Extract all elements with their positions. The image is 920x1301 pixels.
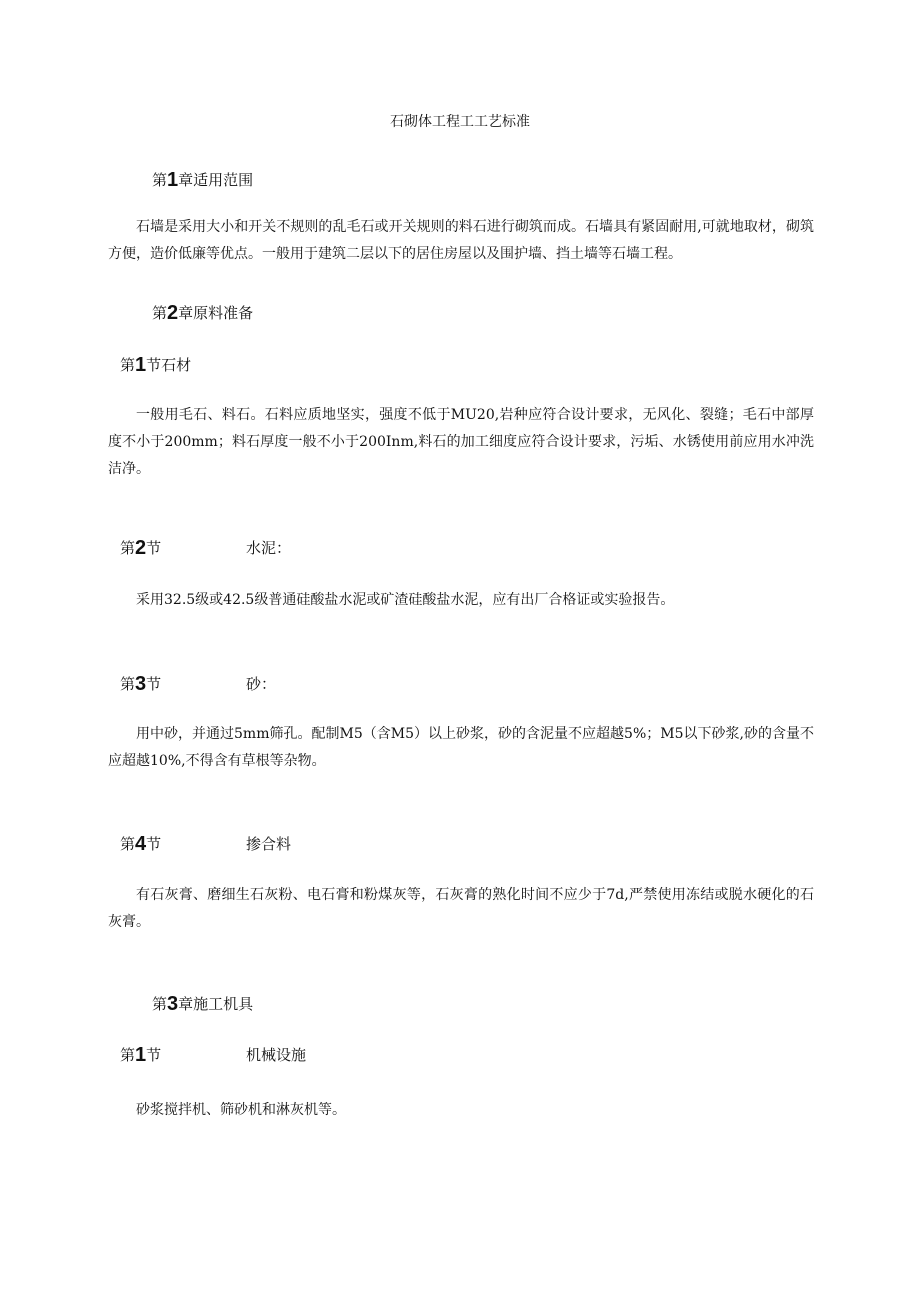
chapter-1-paragraph: 石墙是采用大小和开关不规则的乱毛石或开关规则的料石进行砌筑而成。石墙具有紧固耐用,可就地取材，砌筑方便，造价低廉等优点。一般用于建筑二层以下的居住房屋以及围护墙、挡土墙等石墙工程。 bbox=[108, 219, 814, 262]
chapter-3-section-1-heading bbox=[120, 1044, 307, 1066]
chapter-2-section-3-paragraph: 用中砂，并通过5mm筛孔。配制M5（含M5）以上砂浆，砂的含泥量不应超越5%；M5以下砂浆,砂的含量不应超越10%,不得含有草根等杂物。 bbox=[108, 726, 814, 769]
chapter-number: 2 bbox=[167, 302, 179, 324]
section-label: 节 bbox=[146, 539, 162, 557]
section-prefix: 第 bbox=[120, 1046, 136, 1064]
section-title: 砂： bbox=[246, 675, 277, 693]
section-prefix: 第 bbox=[120, 539, 136, 557]
section-number: 1 bbox=[135, 354, 147, 376]
section-label: 节 bbox=[146, 835, 162, 853]
chapter-2-section-1-paragraph: 一般用毛石、料石。石料应质地坚实，强度不低于MU20,岩种应符合设计要求，无风化、裂缝；毛石中部厚度不小于200mm；料石厚度一般不小于200Inm,料石的加工细度应符合设计要求，污垢、水锈使用前应用水冲洗洁净。 bbox=[108, 407, 814, 477]
section-title: 水泥： bbox=[246, 539, 292, 557]
section-number: 4 bbox=[135, 833, 147, 855]
chapter-2-section-1-heading bbox=[120, 355, 191, 375]
chapter-prefix: 第 bbox=[152, 304, 168, 322]
section-number: 1 bbox=[135, 1044, 147, 1066]
chapter-1-heading bbox=[152, 170, 253, 190]
section-label: 节石材 bbox=[146, 356, 192, 374]
chapter-prefix: 第 bbox=[152, 995, 168, 1013]
chapter-2-section-4-paragraph: 有石灰膏、磨细生石灰粉、电石膏和粉煤灰等，石灰膏的熟化时间不应少于7d,严禁使用冻结或脱水硬化的石灰膏。 bbox=[108, 887, 814, 930]
section-title: 掺合料 bbox=[246, 835, 292, 853]
chapter-2-section-2-heading bbox=[120, 537, 292, 559]
section-label: 节 bbox=[146, 1046, 162, 1064]
section-number: 2 bbox=[135, 537, 147, 559]
section-prefix: 第 bbox=[120, 675, 136, 693]
section-label: 节 bbox=[146, 675, 162, 693]
section-prefix: 第 bbox=[120, 356, 136, 374]
chapter-2-section-2-paragraph: 采用32.5级或42.5级普通硅酸盐水泥或矿渣硅酸盐水泥，应有出厂合格证或实验报告。 bbox=[136, 592, 675, 608]
chapter-2-heading bbox=[152, 303, 253, 323]
chapter-title: 章适用范围 bbox=[178, 171, 254, 189]
chapter-title: 章原料准备 bbox=[178, 304, 254, 322]
chapter-3-heading bbox=[152, 994, 253, 1014]
section-title: 机械设施 bbox=[246, 1046, 307, 1064]
chapter-title: 章施工机具 bbox=[178, 995, 254, 1013]
chapter-3-section-1-paragraph: 砂浆搅拌机、筛砂机和淋灰机等。 bbox=[136, 1102, 346, 1118]
chapter-2-section-4-heading bbox=[120, 833, 292, 855]
section-number: 3 bbox=[135, 673, 147, 695]
document-title: 石砌体工程工工艺标准 bbox=[390, 114, 530, 130]
section-prefix: 第 bbox=[120, 835, 136, 853]
chapter-number: 3 bbox=[167, 993, 179, 1015]
chapter-2-section-3-heading bbox=[120, 673, 277, 695]
chapter-number: 1 bbox=[167, 169, 179, 191]
chapter-prefix: 第 bbox=[152, 171, 168, 189]
